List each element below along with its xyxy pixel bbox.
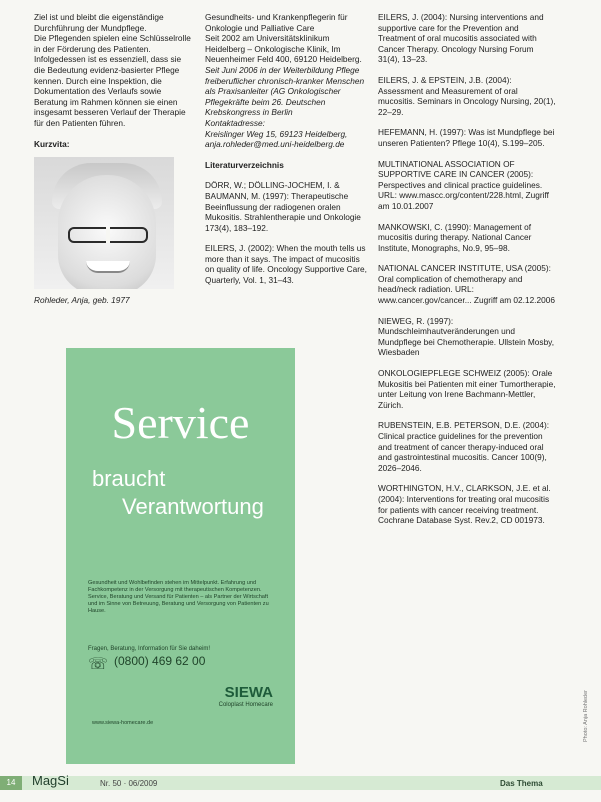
ad-title: Service [111, 397, 250, 448]
literature-heading: Literaturverzeichnis [205, 159, 284, 170]
magazine-name: MagSi [32, 773, 69, 788]
ad-line-verantwortung: Verantwortung [122, 494, 264, 519]
reference-item: WORTHINGTON, H.V., CLARKSON, J.E. et al. (2004): Interventions for treating oral mucositis for patients with cancer receiving treatment. Cochrane Database Syst. Rev.2, CD 001973. [378, 483, 551, 526]
photo-caption: Rohleder, Anja, geb. 1977 [34, 295, 130, 306]
reference-item: DÖRR, W.; DÖLLING-JOCHEM, I. & BAUMANN, M. (1997): Therapeutische Beeinflussung der radiogenen oralen Mukositis. Strahlentherapie und Onkologie 173(4), 183–192. [205, 180, 361, 233]
author-photo [34, 157, 174, 289]
ad-phone-number: (0800) 469 62 00 [114, 654, 206, 668]
issue-info: Nr. 50 · 06/2009 [100, 779, 158, 788]
reference-item: MANKOWSKI, C. (1990): Management of mucositis during therapy. National Cancer Institute, Monographs, No.9, 95–98. [378, 221, 532, 253]
reference-item: NATIONAL CANCER INSTITUTE, USA (2005): Oral complication of chemotherapy and head/neck radiation. URL: www.cancer.gov/cancer... Zugriff am 02.12.2006 [378, 263, 555, 306]
kurzvita-heading: Kurzvita: [34, 138, 70, 149]
bio-line: Gesundheits- und Krankenpflegerin für Onkologie und Palliative Care [205, 12, 348, 33]
ad-body-text: Gesundheit und Wohlbefinden stehen im Mittelpunkt. Erfahrung und Fachkompetenz in der Versorgung mit therapeutischen Kompetenzen. Service, Beratung und Versand für Patienten – als Partner der Wirtschaft und im Sinne von Betreuung, Beratung und Versorgung von Patienten zu Hause. [88, 580, 269, 614]
page-number: 14 [0, 776, 22, 790]
ad-line-braucht: braucht [92, 466, 166, 491]
bio-line: Seit 2002 am Universitätsklinikum Heidelberg – Onkologische Klinik, Im Neuenheimer Feld 400, 69120 Heidelberg. [205, 33, 362, 65]
service-advertisement [66, 348, 295, 764]
reference-item: HEFEMANN, H. (1997): Was ist Mundpflege bei unseren Patienten? Pflege 10(4), S.199–205. [378, 127, 555, 148]
bio-line: Seit Juni 2006 in der Weiterbildung Pflege freiberuflicher chronisch-kranker Menschen als Praxisanleiter (AG Onkologischer Pflegekräfte beim 26. Deutschen Krebskongress in Berlin [205, 64, 365, 118]
bio-line: Kontaktadresse: [205, 117, 265, 128]
reference-item: ONKOLOGIEPFLEGE SCHWEIZ (2005): Orale Mukositis bei Patienten mit einer Tumortherapie, unter Leitung von Irene Bachmann-Mettler, Zürich. [378, 368, 556, 410]
photo-credit: Photo: Anja Rohleder [583, 690, 589, 742]
reference-item: MULTINATIONAL ASSOCIATION OF SUPPORTIVE CARE IN CANCER (2005): Perspectives and clinical practice guidelines. URL: www.mascc.org/content/228.html, Zugriff am 10.01.2007 [378, 158, 549, 211]
column-3 [378, 12, 556, 526]
reference-item: RUBENSTEIN, E.B. PETERSON, D.E. (2004): Clinical practice guidelines for the prevention and treatment of cancer therapy-induced oral and gastrointestinal mucositis. Cancer 100(9), 2026–2046. [378, 420, 550, 473]
ad-url: www.siewa-homecare.de [92, 720, 154, 726]
reference-item: NIEWEG, R. (1997): Mundschleimhautveränderungen und Mundpflege bei Chemotherapie. Ullstein Mosby, Wiesbaden [378, 315, 555, 358]
ad-phone-label: Fragen, Beratung, Information für Sie daheim! [88, 646, 211, 652]
bio-contact: Kreislinger Weg 15, 69123 Heidelberg, anja.rohleder@med.uni-heidelberg.de [205, 128, 348, 150]
coloplast-logo: Coloplast Homecare [218, 702, 273, 708]
phone-icon: ☏ [88, 656, 109, 673]
page-footer [0, 772, 601, 802]
paragraph: Ziel ist und bleibt die eigenständige Durchführung der Mundpflege. [34, 12, 164, 33]
paragraph: Die Pflegenden spielen eine Schlüsselrolle in der Förderung des Patienten. Infolgedessen ist es essenziell, dass sie die Bedeutung evidenz-basierter Pflege kennen. Durch eine Inspektion, die Dokumentation des Verlaufs sowie Beratung im Rahmen können sie einen insgesamt besseren Verlauf der Therapie für den Patienten führen. [34, 33, 191, 128]
column-1 [34, 12, 194, 306]
column-2 [205, 12, 368, 286]
reference-item: EILERS, J. (2004): Nursing interventions and supportive care for the Prevention and Treatment of oral mucositis associated with Cancer Therapy. Oncology Nursing Forum 31(4), 13–23. [378, 12, 544, 65]
reference-item: EILERS, J. (2002): When the mouth tells us more than it says. The impact of mucositis on quality of life. Oncology Supportive Care, Quarterly, Vol. 1, 31–43. [205, 243, 367, 286]
siewa-logo: SIEWA [224, 684, 273, 701]
reference-item: EILERS, J. & EPSTEIN, J.B. (2004): Assessment and Measurement of oral mucositis. Seminars in Oncology Nursing, 20(1), 22–29. [378, 74, 556, 117]
section-topic: Das Thema [500, 779, 543, 788]
